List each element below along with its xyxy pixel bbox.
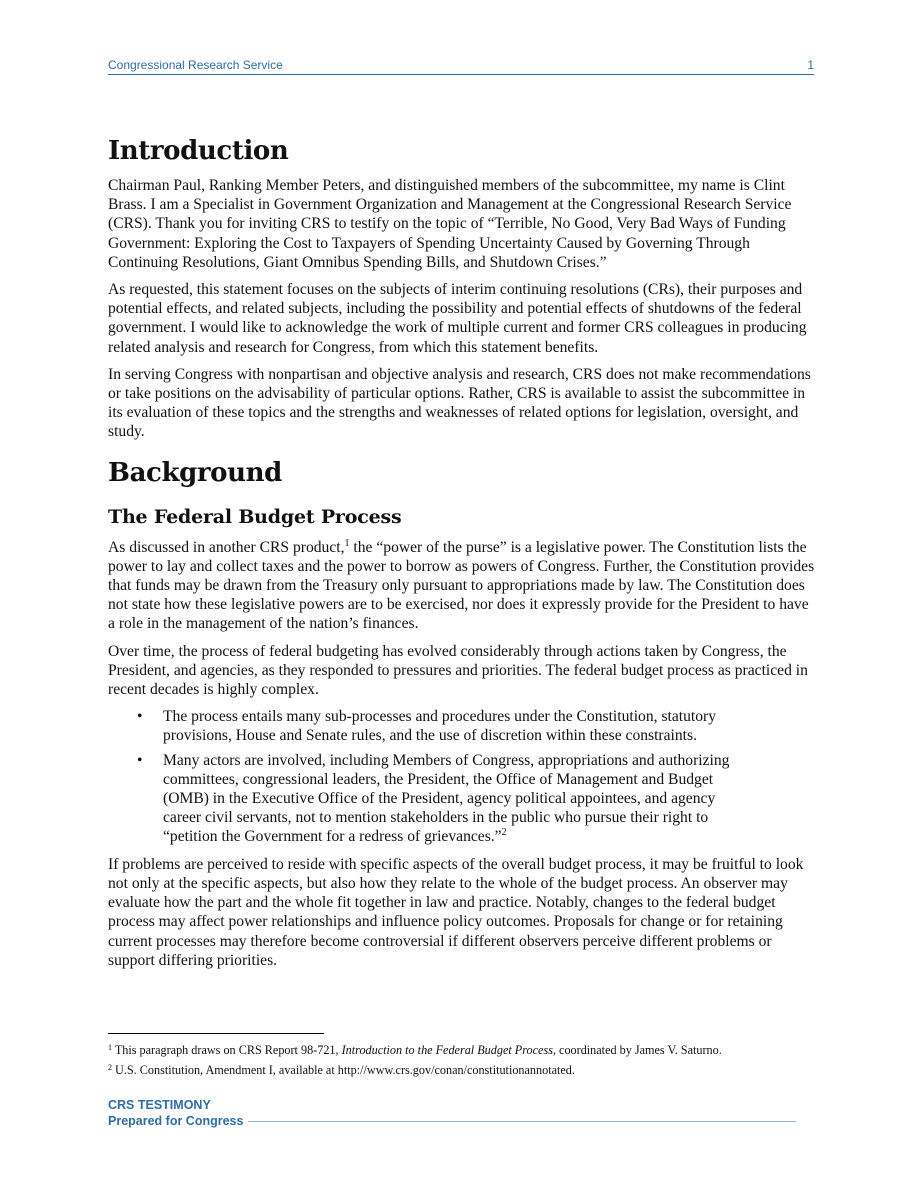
footnote-1 xyxy=(108,1043,816,1058)
footnote-ref-2[interactable]: 2 xyxy=(501,827,507,839)
bullet-text: The process entails many sub-processes and procedures under the Constitution, statutory provisions, House and Senate rules, and the use of discretion within these constraints. xyxy=(163,708,717,745)
footnote-number: 2 xyxy=(108,1063,112,1072)
bullet-text: Many actors are involved, including Members of Congress, appropriations and authorizing committees, congressional leaders, the President, the Office of Management and Budget (OMB) in the Executive Office of the President, agency political appointees, and agency career civil servants, not to mention stakeholders in the public who pursue their right to “petition the Government for a redress of grievances.” xyxy=(163,751,730,846)
background-paragraph-1 xyxy=(108,538,816,634)
footer-line-1: CRS TESTIMONY xyxy=(108,1098,211,1112)
footer-tagline: Prepared for Congress xyxy=(108,1114,244,1128)
footnote-divider xyxy=(108,1033,324,1034)
footnote-text: , coordinated by James V. Saturno. xyxy=(552,1043,722,1057)
bullet-list xyxy=(108,707,816,846)
intro-paragraph-1: Chairman Paul, Ranking Member Peters, and distinguished members of the subcommittee, my name is Clint Brass. I am a Specialist in Government Organization and Management at the Congressional Research Service (CRS). Thank you for inviting CRS to testify on the topic of “Terrible, No Good, Very Bad Ways of Funding Government: Exploring the Cost to Taxpayers of Spending Uncertainty Caused by Governing Through Continuing Resolutions, Giant Omnibus Spending Bills, and Shutdown Crises.” xyxy=(108,177,792,271)
running-header xyxy=(108,58,814,75)
section-title-introduction: Introduction xyxy=(108,136,289,166)
background-p1-rest: the “power of the purse” is a legislative power. The Constitution lists the power to lay and collect taxes and the power to borrow as powers of Congress. Further, the Constitution provides that funds may be drawn from the Treasury only pursuant to appropriations made by law. The Constitution does not state how these legislative powers are to be exercised, nor does it expressly provide for the President to have a role in the management of the nation’s finances. xyxy=(108,538,815,633)
footnote-text: This paragraph draws on CRS Report 98-721, xyxy=(112,1043,342,1057)
bullet-icon: • xyxy=(137,708,143,726)
background-p1-lead: As discussed in another CRS product, xyxy=(108,538,345,556)
footer-line-2 xyxy=(108,1113,796,1129)
intro-paragraph-2: As requested, this statement focuses on the subjects of interim continuing resolutions (CRs), their purposes and potential effects, and related subjects, including the possibility and potential effects of shutdowns of the federal government. I would like to acknowledge the work of multiple current and former CRS colleagues in producing related analysis and research for Congress, from which this statement benefits. xyxy=(108,281,807,356)
footnote-number: 1 xyxy=(108,1043,112,1052)
page-footer xyxy=(108,1097,796,1129)
footer-rule xyxy=(248,1121,796,1122)
bullet-icon: • xyxy=(137,751,143,769)
background-paragraph-3: If problems are perceived to reside with specific aspects of the overall budget process, it may be fruitful to look not only at the specific aspects, but also how they relate to the whole of the budget process. An observer may evaluate how the part and the whole fit together in law and practice. Notably, changes to the federal budget process may affect power relationships and influence policy outcomes. Proposals for change or for retaining current processes may therefore become controversial if different observers perceive different problems or support differing priorities. xyxy=(108,855,804,969)
subsection-title-budget-process: The Federal Budget Process xyxy=(108,505,402,528)
list-item xyxy=(108,707,757,745)
list-item xyxy=(108,751,757,847)
footnote-report-title: Introduction to the Federal Budget Process xyxy=(341,1043,553,1057)
intro-paragraph-3: In serving Congress with nonpartisan and objective analysis and research, CRS does not make recommendations or take positions on the advisability of particular options. Rather, CRS is available to assist the subcommittee in its evaluation of these topics and the strengths and weaknesses of related options for legislation, oversight, and study. xyxy=(108,365,811,441)
page-number: 1 xyxy=(807,58,814,72)
document-body xyxy=(108,134,816,978)
footnote-2 xyxy=(108,1063,816,1078)
footnote-text: U.S. Constitution, Amendment I, available at http://www.crs.gov/conan/constitutionannotated. xyxy=(112,1063,575,1077)
header-org: Congressional Research Service xyxy=(108,58,283,72)
footnotes xyxy=(108,1043,816,1083)
section-title-background: Background xyxy=(108,457,282,488)
footnote-ref-1[interactable]: 1 xyxy=(344,537,350,549)
background-paragraph-2: Over time, the process of federal budgeting has evolved considerably through actions taken by Congress, the President, and agencies, as they responded to pressures and priorities. The federal budget process as practiced in recent decades is highly complex. xyxy=(108,642,808,699)
